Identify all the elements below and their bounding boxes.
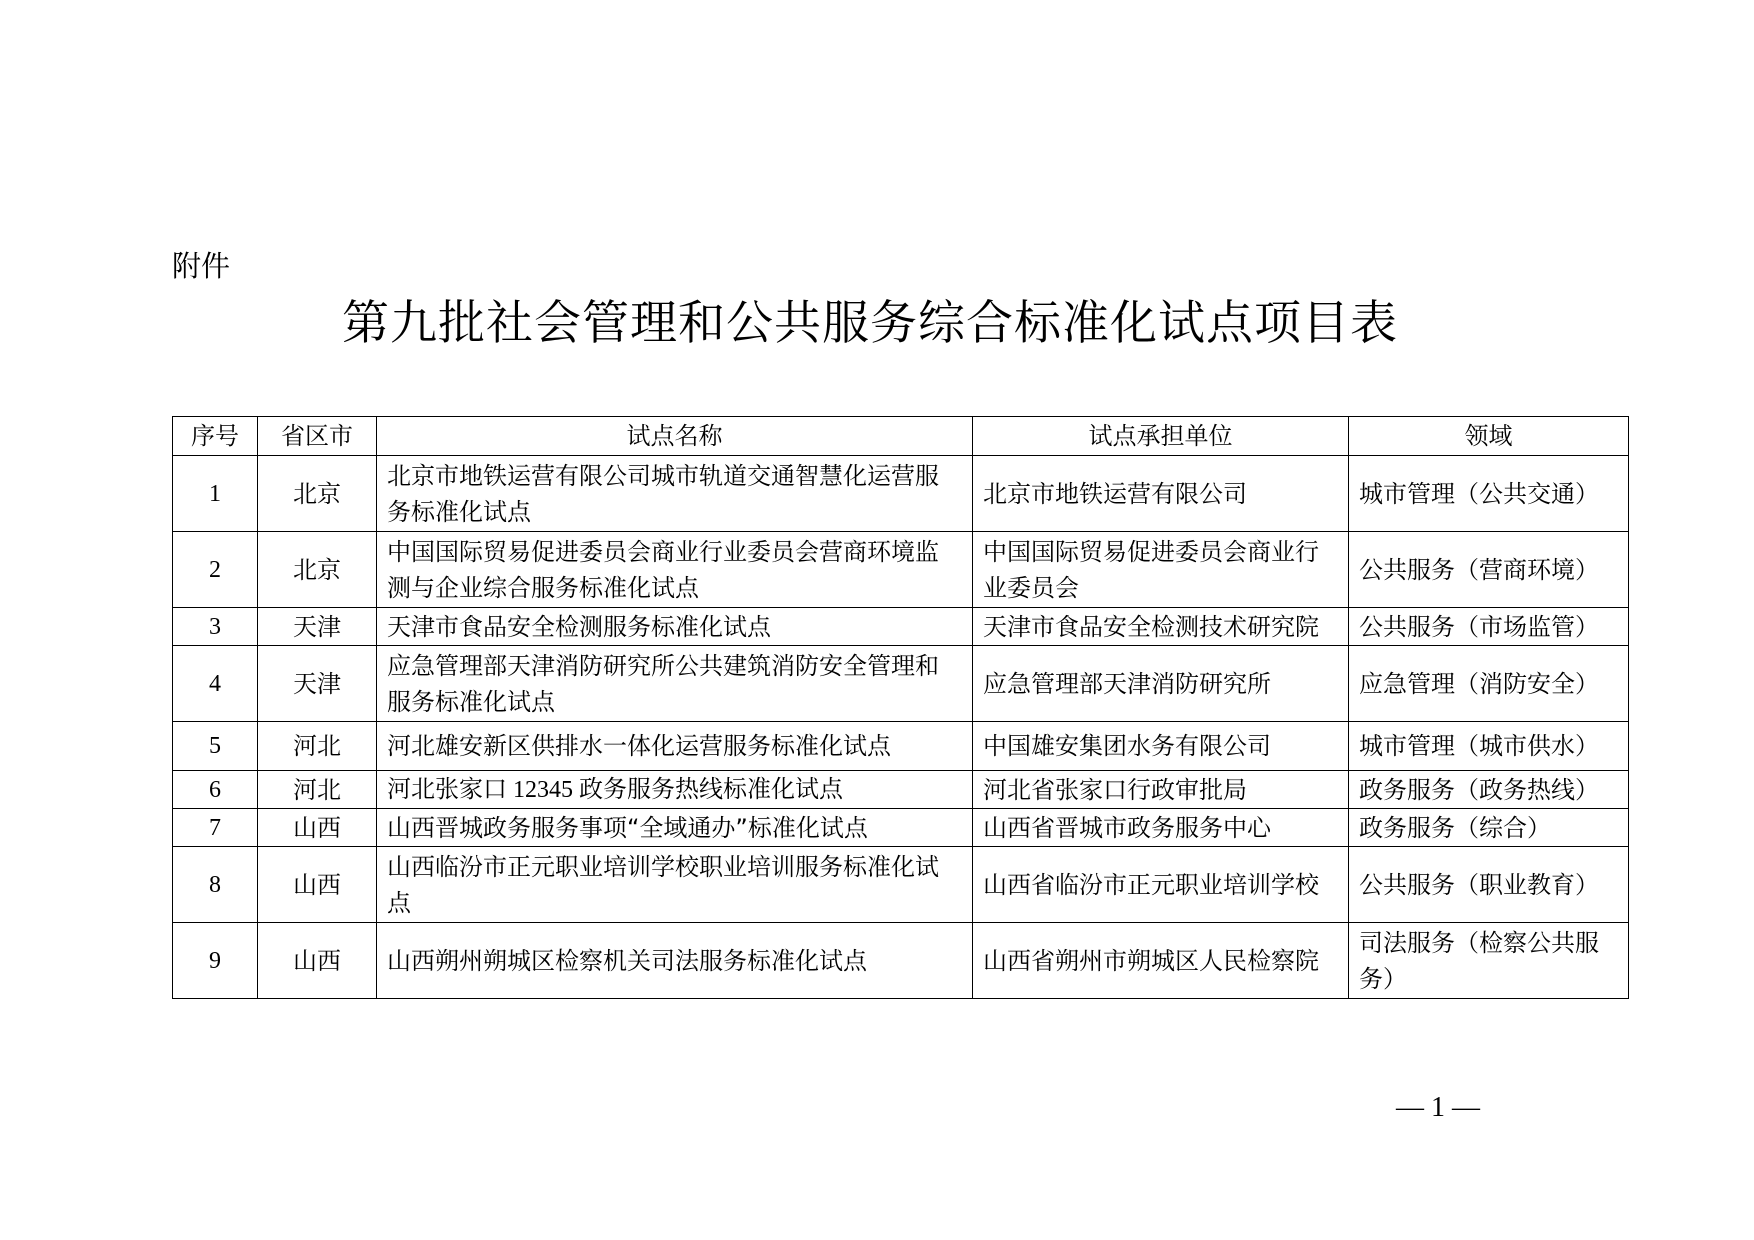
cell-field: 公共服务（营商环境） [1349, 532, 1629, 608]
cell-no: 6 [173, 771, 258, 809]
cell-pilot-name: 北京市地铁运营有限公司城市轨道交通智慧化运营服务标准化试点 [377, 456, 973, 532]
cell-no: 8 [173, 847, 258, 923]
cell-no: 3 [173, 608, 258, 646]
table-row [173, 608, 1629, 646]
cell-pilot-name: 应急管理部天津消防研究所公共建筑消防安全管理和服务标准化试点 [377, 646, 973, 722]
column-header-pilot-name: 试点名称 [377, 417, 973, 456]
pilot-name-prefix: 河北张家口 [387, 775, 507, 803]
cell-pilot-name [377, 771, 973, 809]
cell-province: 北京 [258, 532, 377, 608]
table-row [173, 456, 1629, 532]
pilot-name-suffix: 政务服务热线标准化试点 [579, 775, 843, 803]
cell-no: 5 [173, 722, 258, 771]
table-row [173, 771, 1629, 809]
cell-no: 2 [173, 532, 258, 608]
cell-province: 北京 [258, 456, 377, 532]
cell-no: 7 [173, 809, 258, 847]
cell-pilot-name: 山西临汾市正元职业培训学校职业培训服务标准化试点 [377, 847, 973, 923]
cell-province: 河北 [258, 722, 377, 771]
column-header-no: 序号 [173, 417, 258, 456]
cell-undertaking-unit: 中国雄安集团水务有限公司 [973, 722, 1349, 771]
cell-no: 1 [173, 456, 258, 532]
cell-province: 天津 [258, 646, 377, 722]
table-row [173, 646, 1629, 722]
cell-field: 政务服务（综合） [1349, 809, 1629, 847]
cell-undertaking-unit: 应急管理部天津消防研究所 [973, 646, 1349, 722]
column-header-undertaking-unit: 试点承担单位 [973, 417, 1349, 456]
cell-pilot-name: 河北雄安新区供排水一体化运营服务标准化试点 [377, 722, 973, 771]
attachment-label: 附件 [172, 249, 231, 283]
cell-pilot-name: 中国国际贸易促进委员会商业行业委员会营商环境监测与企业综合服务标准化试点 [377, 532, 973, 608]
cell-undertaking-unit: 天津市食品安全检测技术研究院 [973, 608, 1349, 646]
cell-undertaking-unit: 河北省张家口行政审批局 [973, 771, 1349, 809]
cell-pilot-name: 山西晋城政务服务事项“全域通办”标准化试点 [377, 809, 973, 847]
cell-province: 山西 [258, 923, 377, 999]
table-row [173, 809, 1629, 847]
cell-field: 司法服务（检察公共服务） [1349, 923, 1629, 999]
cell-field: 政务服务（政务热线） [1349, 771, 1629, 809]
table-header-row [173, 417, 1629, 456]
page-number: — 1 — [1396, 1092, 1480, 1123]
column-header-field: 领域 [1349, 417, 1629, 456]
cell-field: 城市管理（公共交通） [1349, 456, 1629, 532]
cell-field: 应急管理（消防安全） [1349, 646, 1629, 722]
page-title: 第九批社会管理和公共服务综合标准化试点项目表 [342, 296, 1398, 351]
cell-undertaking-unit: 北京市地铁运营有限公司 [973, 456, 1349, 532]
cell-no: 9 [173, 923, 258, 999]
table-row [173, 847, 1629, 923]
cell-province: 河北 [258, 771, 377, 809]
table-row [173, 532, 1629, 608]
table-row [173, 923, 1629, 999]
cell-undertaking-unit: 中国国际贸易促进委员会商业行业委员会 [973, 532, 1349, 608]
cell-undertaking-unit: 山西省晋城市政务服务中心 [973, 809, 1349, 847]
pilot-projects-table [172, 416, 1629, 999]
cell-province: 山西 [258, 809, 377, 847]
table-row [173, 722, 1629, 771]
cell-province: 天津 [258, 608, 377, 646]
cell-pilot-name: 山西朔州朔城区检察机关司法服务标准化试点 [377, 923, 973, 999]
hotline-number: 12345 [513, 777, 573, 803]
cell-field: 城市管理（城市供水） [1349, 722, 1629, 771]
cell-field: 公共服务（市场监管） [1349, 608, 1629, 646]
cell-field: 公共服务（职业教育） [1349, 847, 1629, 923]
cell-undertaking-unit: 山西省朔州市朔城区人民检察院 [973, 923, 1349, 999]
cell-no: 4 [173, 646, 258, 722]
column-header-province: 省区市 [258, 417, 377, 456]
cell-undertaking-unit: 山西省临汾市正元职业培训学校 [973, 847, 1349, 923]
cell-pilot-name: 天津市食品安全检测服务标准化试点 [377, 608, 973, 646]
cell-province: 山西 [258, 847, 377, 923]
